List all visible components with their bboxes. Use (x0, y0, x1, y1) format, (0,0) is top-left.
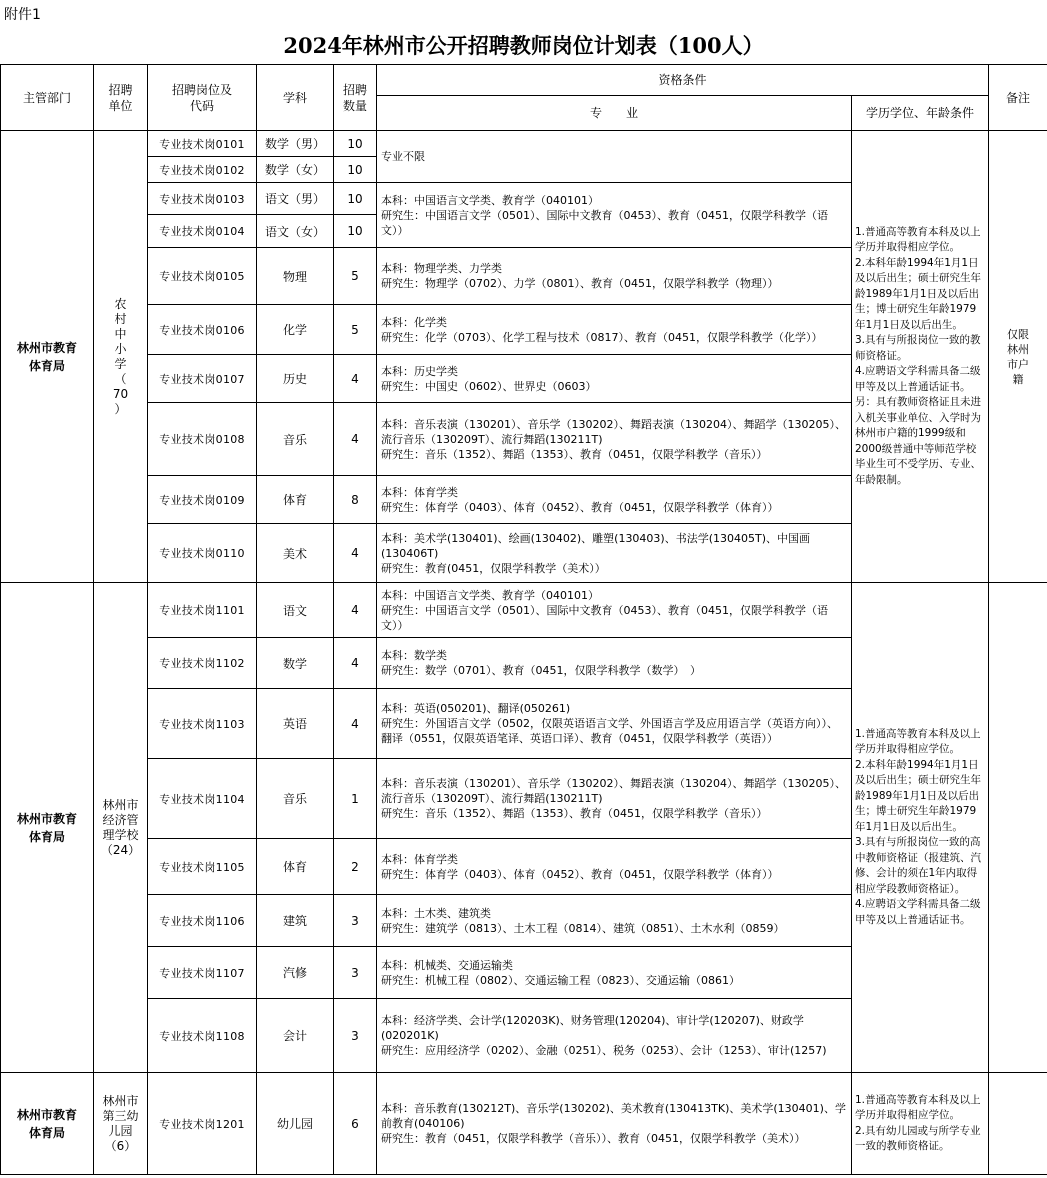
subject-1101: 语文 (257, 583, 334, 638)
position-0109: 专业技术岗0109 (148, 476, 257, 524)
count-0108: 4 (334, 403, 377, 476)
count-1105: 2 (334, 839, 377, 895)
subject-1108: 会计 (257, 999, 334, 1073)
major-1106: 本科：土木类、建筑类 研究生：建筑学（0813）、土木工程（0814）、建筑（0851）、土木水利（0859） (377, 895, 852, 947)
position-1201: 专业技术岗1201 (148, 1073, 257, 1175)
major-0108: 本科：音乐表演（130201）、音乐学（130202）、舞蹈表演（130204）、舞蹈学（130205）、流行音乐（130209T）、流行舞蹈(130211T) 研究生：音乐（1352）、舞蹈（1353）、教育（0451，仅限学科教学（音乐）） (377, 403, 852, 476)
position-0102: 专业技术岗0102 (148, 157, 257, 183)
subject-1102: 数学 (257, 638, 334, 689)
count-1108: 3 (334, 999, 377, 1073)
header-major: 专 业 (377, 96, 852, 131)
major-1201: 本科：音乐教育(130212T)、音乐学(130202)、美术教育(130413TK)、美术学(130401)、学前教育(040106) 研究生：教育（0451，仅限学科教学（音乐））、教育（0451，仅限学科教学（美术）） (377, 1073, 852, 1175)
count-0105: 5 (334, 248, 377, 305)
header-count: 招聘数量 (334, 65, 377, 131)
position-0105: 专业技术岗0105 (148, 248, 257, 305)
count-1201: 6 (334, 1073, 377, 1175)
subject-0102: 数学（女） (257, 157, 334, 183)
group2-unit: 林州市经济管理学校（24） (94, 583, 148, 1073)
major-1107: 本科：机械类、交通运输类 研究生：机械工程（0802）、交通运输工程（0823）、交通运输（0861） (377, 947, 852, 999)
major-1108: 本科：经济学类、会计学(120203K)、财务管理(120204)、审计学(120207)、财政学(020201K) 研究生：应用经济学（0202）、金融（0251）、税务（0253）、会计（1253）、审计(1257) (377, 999, 852, 1073)
subject-1107: 汽修 (257, 947, 334, 999)
major-1105: 本科：体育学类 研究生：体育学（0403）、体育（0452）、教育（0451，仅限学科教学（体育）） (377, 839, 852, 895)
position-0106: 专业技术岗0106 (148, 305, 257, 355)
header-qualification: 资格条件 (377, 65, 989, 96)
position-0104: 专业技术岗0104 (148, 215, 257, 248)
subject-0103: 语文（男） (257, 183, 334, 215)
subject-1201: 幼儿园 (257, 1073, 334, 1175)
subject-1103: 英语 (257, 689, 334, 759)
header-remark: 备注 (989, 65, 1047, 131)
annex-label: 附件1 (4, 7, 41, 23)
count-1106: 3 (334, 895, 377, 947)
position-1103: 专业技术岗1103 (148, 689, 257, 759)
group2-dept: 林州市教育体育局 (1, 583, 94, 1073)
major-0109: 本科：体育学类 研究生：体育学（0403）、体育（0452）、教育（0451，仅限学科教学（体育）） (377, 476, 852, 524)
subject-1104: 音乐 (257, 759, 334, 839)
count-0101: 10 (334, 131, 377, 157)
subject-0106: 化学 (257, 305, 334, 355)
subject-1106: 建筑 (257, 895, 334, 947)
group1-unit: 农村中小学（70） (94, 131, 148, 583)
group1-edu: 1.普通高等教育本科及以上学历并取得相应学位。 2.本科年龄1994年1月1日及以后出生；硕士研究生年龄1989年1月1日及以后出生；博士研究生年龄1979年1月1日及以后出生。 3.具有与所报岗位一致的教师资格证。 4.应聘语文学科需具备二级甲等及以上普通话证书。 另：具有教师资格证且未进入机关事业单位、入学时为林州市户籍的1999级和2000级普通中等师范学校毕业生可不受学历、专业、年龄限制。 (852, 131, 989, 583)
subject-0110: 美术 (257, 524, 334, 583)
count-1103: 4 (334, 689, 377, 759)
major-1104: 本科：音乐表演（130201）、音乐学（130202）、舞蹈表演（130204）、舞蹈学（130205）、流行音乐（130209T）、流行舞蹈(130211T) 研究生：音乐（1352）、舞蹈（1353）、教育（0451，仅限学科教学（音乐）） (377, 759, 852, 839)
subject-0105: 物理 (257, 248, 334, 305)
header-unit: 招聘单位 (94, 65, 148, 131)
header-position: 招聘岗位及代码 (148, 65, 257, 131)
count-0107: 4 (334, 355, 377, 403)
group3-remark (989, 1073, 1047, 1175)
position-0107: 专业技术岗0107 (148, 355, 257, 403)
header-dept: 主管部门 (1, 65, 94, 131)
header-subject: 学科 (257, 65, 334, 131)
subject-0104: 语文（女） (257, 215, 334, 248)
group3-dept: 林州市教育体育局 (1, 1073, 94, 1175)
major-0110: 本科：美术学(130401)、绘画(130402)、雕塑(130403)、书法学(130405T)、中国画(130406T) 研究生：教育(0451，仅限学科教学（美术）） (377, 524, 852, 583)
count-0103: 10 (334, 183, 377, 215)
header-edu: 学历学位、年龄条件 (852, 96, 989, 131)
position-1105: 专业技术岗1105 (148, 839, 257, 895)
group2-remark (989, 583, 1047, 1073)
position-1101: 专业技术岗1101 (148, 583, 257, 638)
major-0107: 本科：历史学类 研究生：中国史（0602）、世界史（0603） (377, 355, 852, 403)
count-0104: 10 (334, 215, 377, 248)
major-0101-0102: 专业不限 (377, 131, 852, 183)
recruitment-plan-table (0, 64, 1047, 1175)
subject-0107: 历史 (257, 355, 334, 403)
position-1102: 专业技术岗1102 (148, 638, 257, 689)
group1-dept: 林州市教育体育局 (1, 131, 94, 583)
position-0108: 专业技术岗0108 (148, 403, 257, 476)
major-0106: 本科：化学类 研究生：化学（0703）、化学工程与技术（0817）、教育（0451，仅限学科教学（化学）） (377, 305, 852, 355)
position-1104: 专业技术岗1104 (148, 759, 257, 839)
count-1102: 4 (334, 638, 377, 689)
position-0110: 专业技术岗0110 (148, 524, 257, 583)
count-1101: 4 (334, 583, 377, 638)
count-0102: 10 (334, 157, 377, 183)
major-1101: 本科：中国语言文学类、教育学（040101） 研究生：中国语言文学（0501）、国际中文教育（0453）、教育（0451，仅限学科教学（语文）） (377, 583, 852, 638)
major-0105: 本科：物理学类、力学类 研究生：物理学（0702）、力学（0801）、教育（0451，仅限学科教学（物理）） (377, 248, 852, 305)
subject-0109: 体育 (257, 476, 334, 524)
count-0106: 5 (334, 305, 377, 355)
count-0109: 8 (334, 476, 377, 524)
group1-remark: 仅限林州市户籍 (989, 131, 1047, 583)
page-title: 2024年林州市公开招聘教师岗位计划表（100人） (283, 33, 764, 58)
count-1104: 1 (334, 759, 377, 839)
major-0103-0104: 本科：中国语言文学类、教育学（040101） 研究生：中国语言文学（0501）、国际中文教育（0453）、教育（0451，仅限学科教学（语文）） (377, 183, 852, 248)
count-0110: 4 (334, 524, 377, 583)
group2-edu: 1.普通高等教育本科及以上学历并取得相应学位。 2.本科年龄1994年1月1日及以后出生；硕士研究生年龄1989年1月1日及以后出生；博士研究生年龄1979年1月1日及以后出生。 3.具有与所报岗位一致的高中教师资格证（报建筑、汽修、会计的须在1年内取得相应学段教师资格证）。 4.应聘语文学科需具备二级甲等及以上普通话证书。 (852, 583, 989, 1073)
subject-0101: 数学（男） (257, 131, 334, 157)
count-1107: 3 (334, 947, 377, 999)
major-1103: 本科：英语(050201)、翻译(050261) 研究生：外国语言文学（0502，仅限英语语言文学、外国语言学及应用语言学（英语方向））、翻译（0551，仅限英语笔译、英语口译）、教育（0451，仅限学科教学（英语）） (377, 689, 852, 759)
position-1107: 专业技术岗1107 (148, 947, 257, 999)
major-1102: 本科：数学类 研究生：数学（0701）、教育（0451，仅限学科教学（数学） ） (377, 638, 852, 689)
subject-0108: 音乐 (257, 403, 334, 476)
position-0101: 专业技术岗0101 (148, 131, 257, 157)
position-0103: 专业技术岗0103 (148, 183, 257, 215)
subject-1105: 体育 (257, 839, 334, 895)
position-1106: 专业技术岗1106 (148, 895, 257, 947)
position-1108: 专业技术岗1108 (148, 999, 257, 1073)
group3-unit: 林州市第三幼儿园（6） (94, 1073, 148, 1175)
group3-edu: 1.普通高等教育本科及以上学历并取得相应学位。 2.具有幼儿园或与所学专业一致的教师资格证。 (852, 1073, 989, 1175)
